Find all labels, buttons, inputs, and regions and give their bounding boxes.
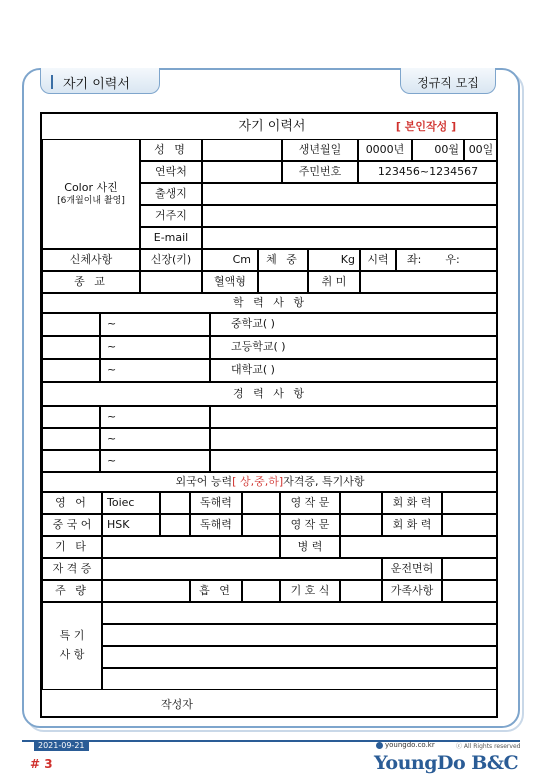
form-title: 자기 이력서 (238, 118, 306, 134)
english-writing-label: 영 작 문 (280, 492, 340, 514)
special-note-4[interactable] (102, 668, 498, 690)
edu-start-1[interactable] (42, 313, 100, 336)
driver-license-field[interactable] (442, 558, 498, 580)
footer-date: 2021-09-21 (34, 740, 89, 751)
edu-start-3[interactable] (42, 359, 100, 382)
career-detail-3[interactable] (210, 450, 498, 472)
english-reading-field[interactable] (242, 492, 280, 514)
career-start-2[interactable] (42, 428, 100, 450)
university[interactable]: 대학교( ) (210, 359, 498, 382)
special-label-line2: 사 항 (59, 648, 85, 661)
language-level-note: [ 상,중,하] (232, 474, 284, 488)
career-start-1[interactable] (42, 406, 100, 428)
edu-start-2[interactable] (42, 336, 100, 359)
address-field[interactable] (202, 205, 498, 227)
other-field[interactable] (102, 536, 280, 558)
blood-label: 혈액형 (202, 271, 258, 293)
email-field[interactable] (202, 227, 498, 249)
career-detail-1[interactable] (210, 406, 498, 428)
career-range-1[interactable]: ~ (100, 406, 210, 428)
career-start-3[interactable] (42, 450, 100, 472)
toeic-field[interactable] (160, 492, 190, 514)
preference-label: 기 호 식 (280, 580, 340, 602)
alcohol-label: 주 량 (42, 580, 102, 602)
birthplace-field[interactable] (202, 183, 498, 205)
id-label: 주민번호 (282, 161, 358, 183)
vision-label: 시력 (360, 249, 396, 271)
chinese-reading-label: 독해력 (190, 514, 242, 536)
body-label: 신체사항 (42, 249, 140, 271)
hobby-label: 취 미 (308, 271, 360, 293)
birth-year[interactable]: 0000년 (358, 139, 412, 161)
footer-url (376, 741, 435, 749)
career-range-2[interactable]: ~ (100, 428, 210, 450)
religion-label: 종 교 (42, 271, 140, 293)
preference-field[interactable] (340, 580, 382, 602)
toeic-label: Toiec (102, 492, 160, 514)
hsk-field[interactable] (160, 514, 190, 536)
weight-label: 체 중 (258, 249, 308, 271)
kg-label[interactable]: Kg (308, 249, 360, 271)
blood-field[interactable] (258, 271, 308, 293)
smoking-field[interactable] (242, 580, 280, 602)
special-label-line1: 특 기 (59, 629, 85, 643)
header-title: 자기 이력서 (63, 77, 130, 92)
alcohol-field[interactable] (102, 580, 190, 602)
writer-field[interactable] (212, 696, 412, 714)
family-label: 가족사항 (382, 580, 442, 602)
english-conversation-label: 회 화 력 (382, 492, 442, 514)
chinese-label: 중 국 어 (42, 514, 102, 536)
edu-range-3[interactable]: ~ (100, 359, 210, 382)
recruit-label: 정규직 모집 (417, 76, 479, 90)
hobby-field[interactable] (360, 271, 498, 293)
name-label: 성 명 (140, 139, 202, 161)
language-header-pre: 외국어 능력 (175, 474, 233, 488)
edu-range-1[interactable]: ~ (100, 313, 210, 336)
military-field[interactable] (340, 536, 498, 558)
english-label: 영 어 (42, 492, 102, 514)
address-label: 거주지 (140, 205, 202, 227)
special-note-1[interactable] (102, 602, 498, 624)
high-school[interactable]: 고등학교( ) (210, 336, 498, 359)
chinese-conversation-label: 회 화 력 (382, 514, 442, 536)
height-label: 신장(키) (140, 249, 202, 271)
brand-logo: YoungDo B&C (374, 752, 519, 774)
language-header-post: 자격증, 특기사항 (283, 474, 365, 488)
other-label: 기 타 (42, 536, 102, 558)
name-field[interactable] (202, 139, 282, 161)
writer-label: 작성자 (161, 697, 193, 711)
driver-license-label: 운전면허 (382, 558, 442, 580)
edu-range-2[interactable]: ~ (100, 336, 210, 359)
chinese-writing-field[interactable] (340, 514, 382, 536)
license-field[interactable] (102, 558, 382, 580)
photo-note: [6개월이내 촬영] (57, 196, 125, 207)
hsk-label: HSK (102, 514, 160, 536)
vision-left-label: 좌: (407, 252, 422, 266)
military-label: 병 력 (280, 536, 340, 558)
english-writing-field[interactable] (340, 492, 382, 514)
page-number: # 3 (30, 757, 53, 771)
special-note-3[interactable] (102, 646, 498, 668)
recruit-tab (400, 68, 496, 94)
english-conversation-field[interactable] (442, 492, 498, 514)
birth-day[interactable]: 00일 (464, 139, 498, 161)
middle-school[interactable]: 중학교( ) (210, 313, 498, 336)
birth-month[interactable]: 00월 (412, 139, 464, 161)
language-header (42, 472, 498, 492)
birth-label: 생년월일 (282, 139, 358, 161)
header-tab (40, 68, 160, 94)
special-notes-label (42, 602, 102, 690)
tab-marker-icon (51, 75, 53, 89)
career-header: 경 력 사 항 (42, 382, 498, 406)
chinese-writing-label: 영 작 문 (280, 514, 340, 536)
cm-label[interactable]: Cm (202, 249, 258, 271)
career-detail-2[interactable] (210, 428, 498, 450)
globe-icon (376, 742, 383, 749)
email-label: E-mail (140, 227, 202, 249)
birthplace-label: 출생지 (140, 183, 202, 205)
footer-rights: ⓒ All Rights reserved (456, 743, 521, 750)
family-field[interactable] (442, 580, 498, 602)
photo-box[interactable] (42, 139, 140, 249)
contact-label: 연락처 (140, 161, 202, 183)
chinese-conversation-field[interactable] (442, 514, 498, 536)
license-label: 자 격 증 (42, 558, 102, 580)
vision-field[interactable] (396, 249, 498, 271)
vision-right-label: 우: (445, 252, 460, 266)
education-header: 학 력 사 항 (42, 293, 498, 313)
self-write-tag: [ 본인작성 ] (395, 119, 457, 133)
english-reading-label: 독해력 (190, 492, 242, 514)
career-range-3[interactable]: ~ (100, 450, 210, 472)
id-value[interactable]: 123456~1234567 (358, 161, 498, 183)
footer-line (22, 740, 520, 742)
resume-form (40, 112, 498, 718)
footer-url-text: youngdo.co.kr (385, 741, 435, 749)
special-note-2[interactable] (102, 624, 498, 646)
contact-field[interactable] (202, 161, 282, 183)
religion-field[interactable] (140, 271, 202, 293)
smoking-label: 흡 연 (190, 580, 242, 602)
chinese-reading-field[interactable] (242, 514, 280, 536)
photo-label: Color 사진 (64, 180, 118, 194)
